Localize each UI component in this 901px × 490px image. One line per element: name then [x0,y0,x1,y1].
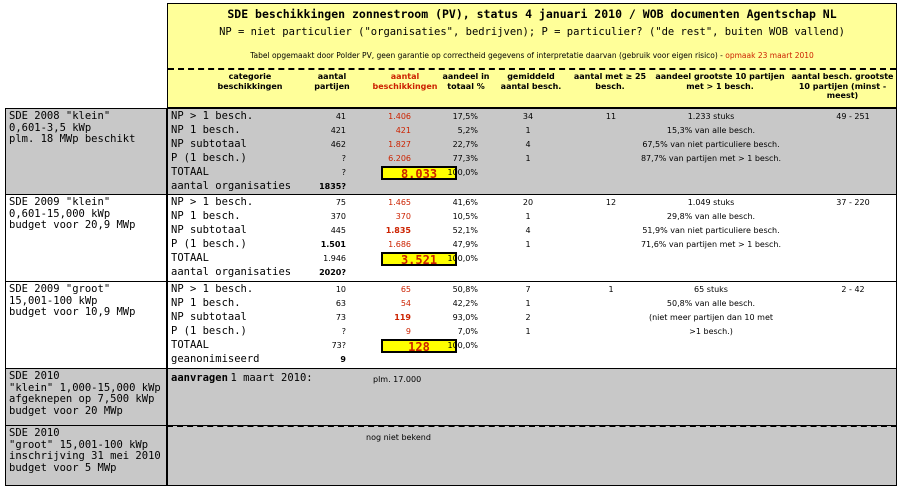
page-title: SDE beschikkingen zonnestroom (PV), status 4 januari 2010 / WOB documenten Agentschap NL [227,7,837,21]
row-category: NP 1 besch. [171,210,241,222]
cell-besch: 54 [400,299,411,308]
label-line: budget voor 5 MWp [9,461,117,474]
row-category: NP 1 besch. [171,124,241,136]
aanvragen-line [171,372,313,384]
cell-besch: 1.827 [388,140,411,149]
group-sde2009-klein [167,194,897,282]
total-highlight-box: 128 [381,339,457,353]
cell-besch: 421 [395,126,411,135]
cell-partijen: 75 [335,198,346,207]
cell-besch: 370 [395,212,411,221]
cell-groot: 15,3% van alle besch. [666,126,756,135]
row-category: P (1 besch.) [171,325,247,337]
cell-m25: 11 [605,112,617,121]
cell-partijen: 370 [330,212,346,221]
extra-label: geanonimiseerd [171,353,260,365]
aanvragen-value: plm. 17.000 [373,375,422,384]
total-label: TOTAAL [171,252,209,264]
cell-besch: 1.686 [388,240,411,249]
group-sde2010-groot [167,425,897,486]
cell-partijen: 41 [335,112,346,121]
cell-aandeel: 10,5% [452,212,478,221]
cell-gem: 1 [525,240,531,249]
col-header-gemiddeld: gemiddeld aantal besch. [500,72,562,91]
label-line: 0,601-15,000 kWp [9,207,111,220]
cell-partijen: ? [341,154,346,163]
total-aandeel: 100,0% [447,254,478,263]
label-line: SDE 2009 "groot" [9,283,111,295]
col-header-categorie: categorie beschikkingen [217,72,283,91]
extra-value: 9 [340,355,346,364]
group-label-sde2008-klein [5,108,167,195]
cell-gem: 1 [525,327,531,336]
group-label-sde2010-klein [5,368,167,426]
cell-m25: 12 [605,198,617,207]
cell-besch: 1.406 [388,112,411,121]
cell-aandeel: 47,9% [452,240,478,249]
cell-b10: 37 - 220 [836,198,870,207]
label-line: 0,601-3,5 kWp [9,121,92,134]
cell-besch: 119 [394,313,411,322]
cell-gem: 1 [525,299,531,308]
cell-gem: 1 [525,126,531,135]
label-line: "groot" 15,001-100 kWp [9,438,149,451]
group-label-sde2009-groot [5,281,167,369]
group-sde2008-klein [167,108,897,195]
group-sde2010-klein [167,368,897,426]
cell-groot: 71,6% van partijen met > 1 besch. [640,240,782,249]
cell-partijen: 421 [330,126,346,135]
cell-groot: 67,5% van niet particuliere besch. [642,140,780,149]
extra-label: aantal organisaties [171,180,292,192]
row-category: NP 1 besch. [171,297,241,309]
row-category: NP > 1 besch. [171,110,254,122]
cell-partijen: 462 [330,140,346,149]
label-line: SDE 2008 "klein" [9,110,111,122]
cell-aandeel: 5,2% [457,126,478,135]
col-header-partijen: aantal partijen [314,72,350,91]
cell-aandeel: 77,3% [452,154,478,163]
label-line: plm. 18 MWp beschikt [9,133,136,145]
total-label: TOTAAL [171,339,209,351]
row-category: NP > 1 besch. [171,196,254,208]
aanvragen-label: aanvragen [171,372,228,384]
cell-aandeel: 41,6% [452,198,478,207]
col-header-aandeel: aandeel in totaal % [442,72,490,91]
col-header-besch10: aantal besch. grootste 10 partijen (minst - meest) [791,72,894,100]
row-category: P (1 besch.) [171,238,247,250]
cell-besch: 65 [400,285,411,294]
row-category: NP > 1 besch. [171,283,254,295]
disclaimer-date: opmaak 23 maart 2010 [725,51,814,60]
cell-besch: 6.206 [388,154,411,163]
label-line: budget voor 10,9 MWp [9,306,136,318]
row-category: NP subtotaal [171,224,247,236]
col-header-beschikkingen: aantal beschikkingen [372,72,438,91]
cell-partijen: 63 [335,299,346,308]
cell-groot: 1.233 stuks [687,112,735,121]
total-label: TOTAAL [171,166,209,178]
disclaimer-note [168,51,896,60]
extra-value: 1835? [319,182,346,191]
label-line: SDE 2009 "klein" [9,196,111,208]
label-line: SDE 2010 [9,370,60,382]
cell-groot: 51,9% van niet particuliere besch. [642,226,780,235]
extra-value: 2020? [319,268,346,277]
cell-aandeel: 50,8% [452,285,478,294]
cell-partijen: 1.501 [320,240,346,249]
label-line: SDE 2010 [9,427,60,439]
cell-gem: 1 [525,154,531,163]
header-divider [168,68,896,70]
cell-gem: 20 [522,198,534,207]
col-header-grootste: aandeel grootste 10 partijen met > 1 besch. [655,72,785,91]
cell-partijen: 445 [330,226,346,235]
cell-partijen: 10 [335,285,346,294]
label-line: afgeknepen op 7,500 kWp [9,393,155,405]
aanvragen-date: 1 maart 2010: [230,372,313,384]
cell-groot: 29,8% van alle besch. [666,212,756,221]
cell-aandeel: 22,7% [452,140,478,149]
group-label-sde2009-klein [5,194,167,282]
cell-besch: 1.465 [388,198,411,207]
cell-gem: 2 [525,313,531,322]
total-partijen: 73? [331,341,346,350]
cell-partijen: ? [341,327,346,336]
cell-groot: 50,8% van alle besch. [666,299,756,308]
cell-gem: 1 [525,212,531,221]
extra-label: aantal organisaties [171,266,292,278]
cell-m25: 1 [608,285,614,294]
cell-aandeel: 17,5% [452,112,478,121]
label-line: budget voor 20,9 MWp [9,219,136,231]
col-header-met25: aantal met ≥ 25 besch. [573,72,647,91]
total-aandeel: 100,0% [447,168,478,177]
disclaimer-text: Tabel opgemaakt door Polder PV, geen garantie op correctheid gegevens of interpretatie daarvan (gebruik voor eigen risico) - [250,51,723,60]
cell-gem: 7 [525,285,531,294]
cell-gem: 34 [522,112,534,121]
cell-besch: 1.835 [385,226,411,235]
label-line: inschrijving 31 mei 2010 [9,450,161,462]
total-highlight-box: 8.033 [381,166,457,180]
cell-aandeel: 7,0% [457,327,478,336]
cell-b10: 2 - 42 [841,285,865,294]
row-category: NP subtotaal [171,311,247,323]
page-subtitle: NP = niet particulier ("organisaties", bedrijven); P = particulier? ("de rest", buiten WOB vallend) [219,26,845,38]
cell-partijen: 73 [335,313,346,322]
total-highlight-box: 3.521 [381,252,457,266]
label-line: 15,001-100 kWp [9,294,98,307]
cell-besch: 9 [405,327,411,336]
label-line: "klein" 1,000-15,000 kWp [9,381,161,394]
total-partijen: 1.946 [323,254,346,263]
row-category: P (1 besch.) [171,152,247,164]
cell-gem: 4 [525,226,531,235]
total-aandeel: 100,0% [447,341,478,350]
cell-groot: (niet meer partijen dan 10 met [648,313,774,322]
total-partijen: ? [341,168,346,177]
group-sde2009-groot [167,281,897,369]
cell-aandeel: 42,2% [452,299,478,308]
row-divider [167,425,897,427]
label-line: budget voor 20 MWp [9,404,123,417]
cell-groot: 1.049 stuks [687,198,735,207]
group-label-sde2010-groot [5,425,167,486]
cell-groot: 87,7% van partijen met > 1 besch. [640,154,782,163]
cell-groot: 65 stuks [694,285,728,294]
row-category: NP subtotaal [171,138,247,150]
cell-gem: 4 [525,140,531,149]
status-text: nog niet bekend [366,433,431,442]
cell-b10: 49 - 251 [836,112,870,121]
header-panel [167,3,897,108]
cell-aandeel: 52,1% [452,226,478,235]
cell-aandeel: 93,0% [452,313,478,322]
cell-groot: >1 besch.) [689,327,733,336]
